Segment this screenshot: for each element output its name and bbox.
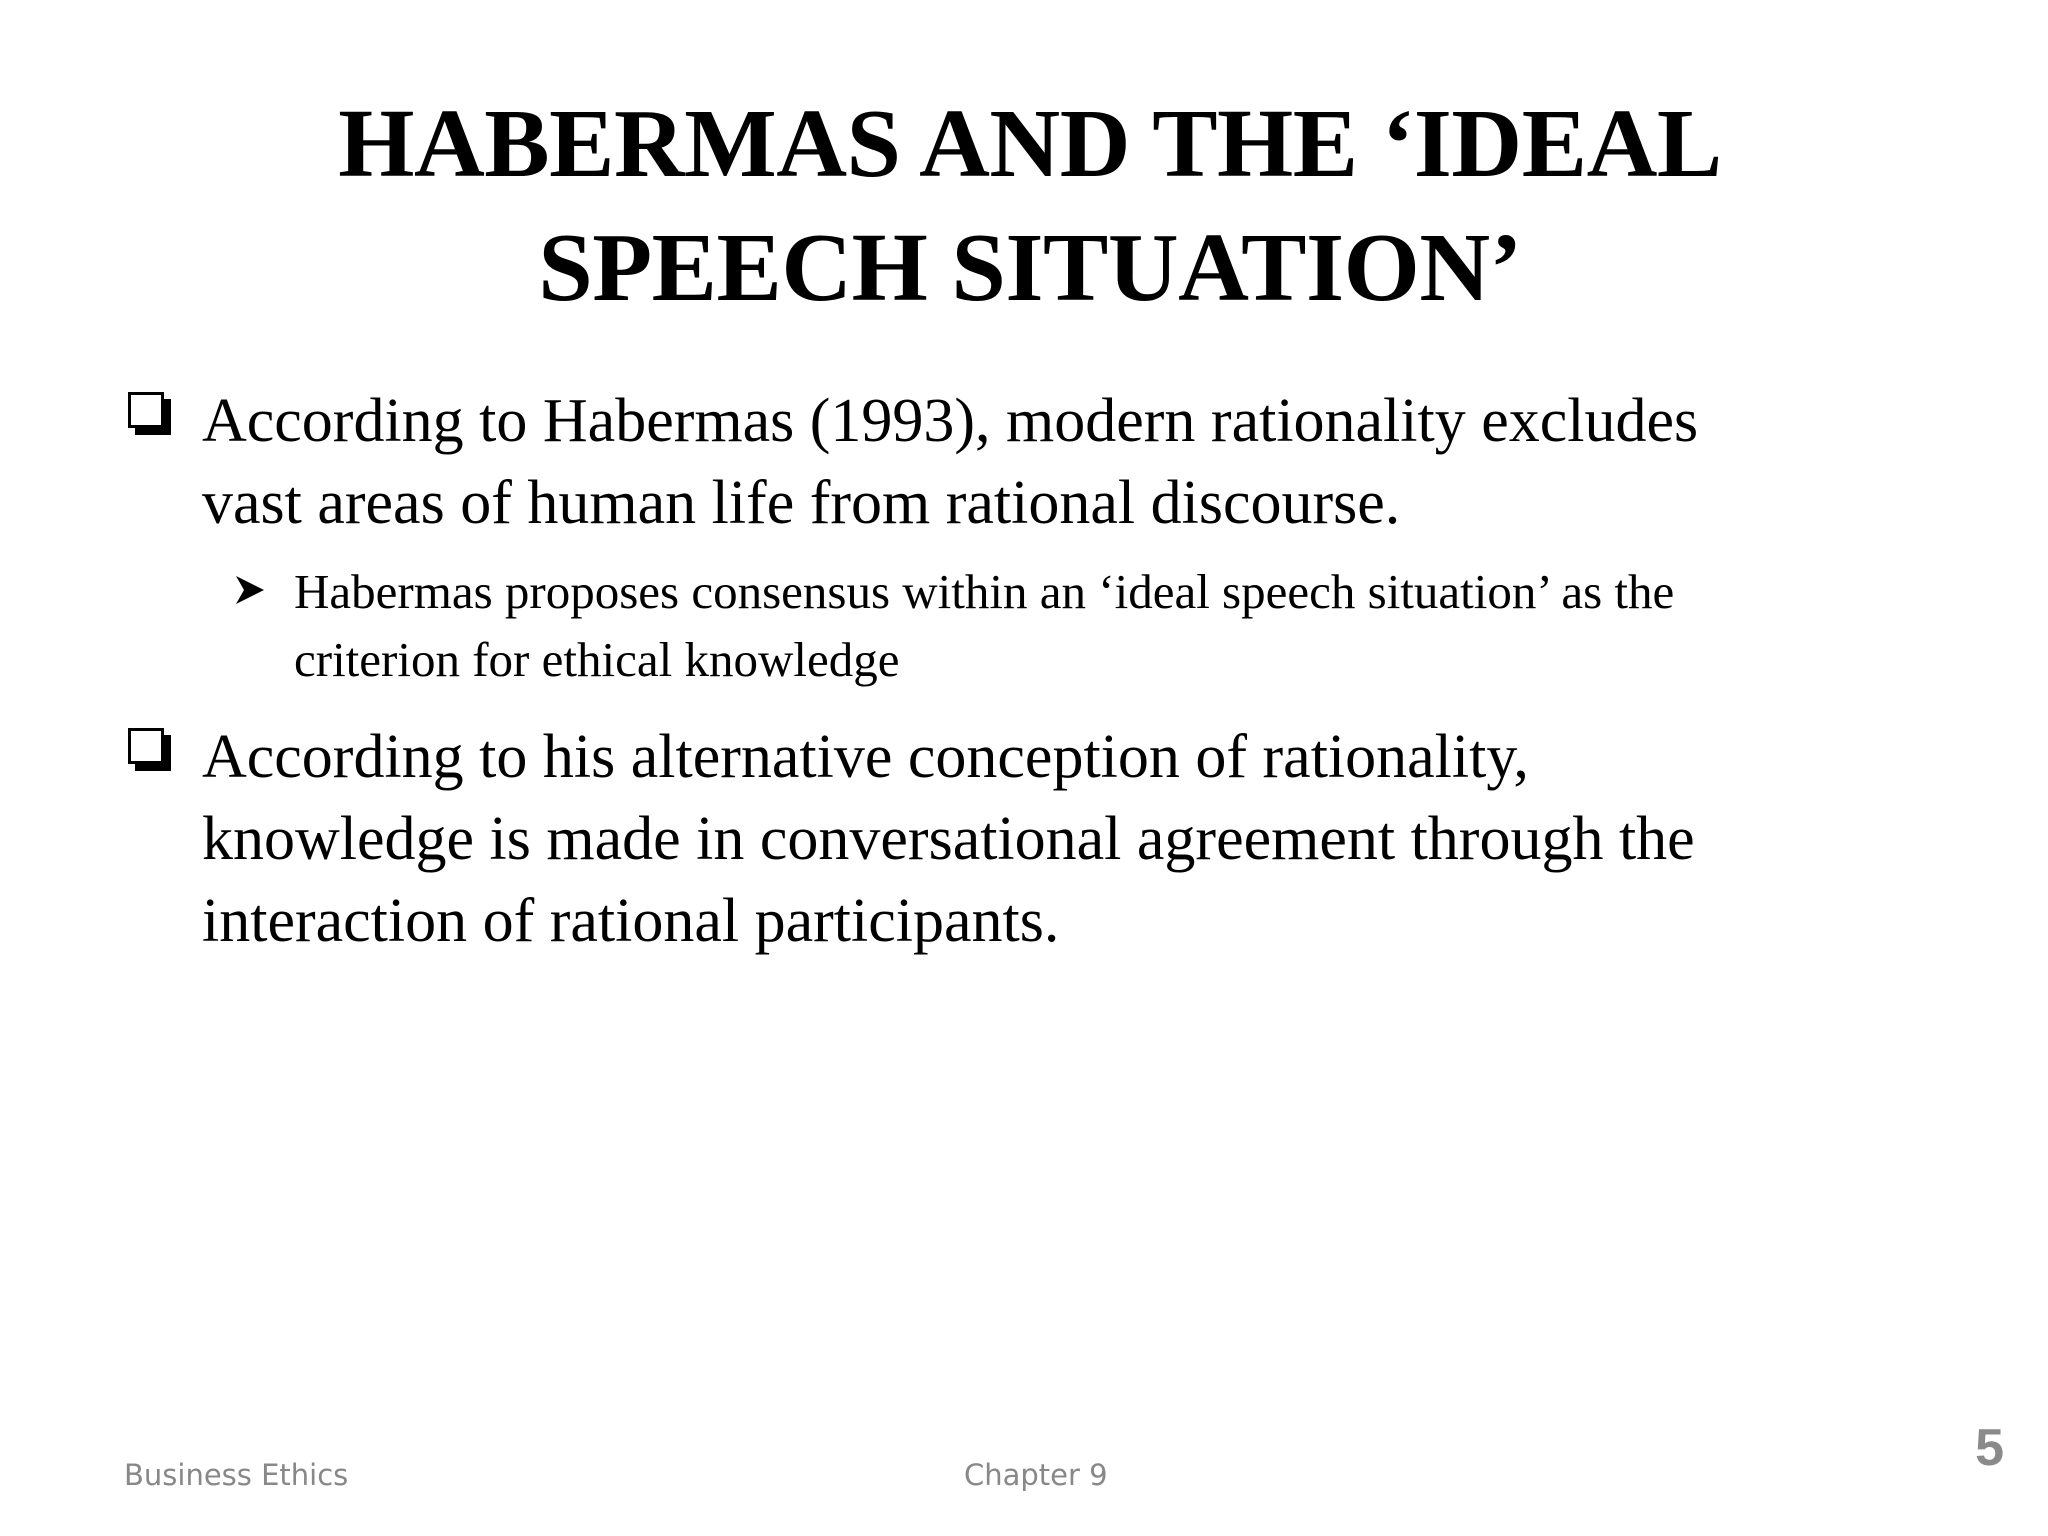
sub-bullet-1-line-2: criterion for ethical knowledge <box>294 632 900 687</box>
arrow-right-icon <box>232 572 268 608</box>
bullet-2-line-3: interaction of rational participants. <box>202 887 1060 955</box>
page-number: 5 <box>1975 1419 2004 1477</box>
sub-bullet-item-1 <box>232 558 1932 694</box>
bullet-2-line-1: According to his alternative conception of rationality, <box>202 723 1529 791</box>
bullet-2-line-2: knowledge is made in conversational agreement through the <box>202 805 1695 873</box>
bullet-text-1 <box>202 380 1948 544</box>
bullet-item-1 <box>128 380 1948 544</box>
slide-title-line-1: HABERMAS AND THE ‘IDEAL <box>338 90 1722 198</box>
slide-title <box>150 82 1910 330</box>
footer-chapter: Chapter 9 <box>964 1458 1108 1492</box>
checkbox-square-icon <box>128 728 168 768</box>
bullet-item-2 <box>128 716 1948 962</box>
footer-course-name: Business Ethics <box>124 1458 349 1492</box>
sub-bullet-text-1 <box>294 558 1932 694</box>
bullet-1-line-1: According to Habermas (1993), modern rationality excludes <box>202 387 1699 455</box>
bullet-1-line-2: vast areas of human life from rational discourse. <box>202 469 1401 537</box>
sub-bullet-1-line-1: Habermas proposes consensus within an ‘ideal speech situation’ as the <box>294 564 1675 619</box>
checkbox-square-icon <box>128 392 168 432</box>
bullet-text-2 <box>202 716 1948 962</box>
slide-title-line-2: SPEECH SITUATION’ <box>538 214 1522 322</box>
